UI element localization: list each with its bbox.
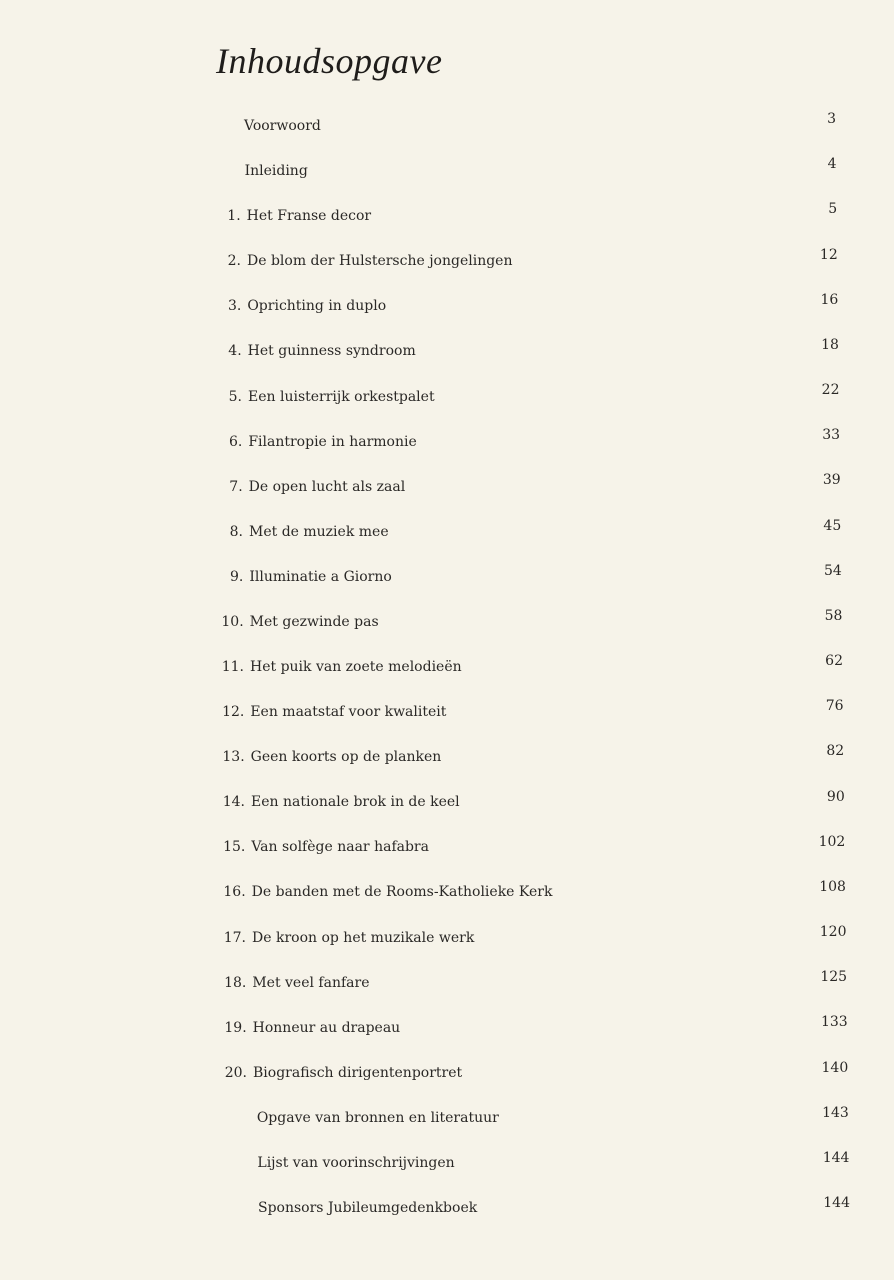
toc-entry bbox=[0, 111, 894, 146]
chapter-title: De banden met de Rooms-Katholieke Kerk bbox=[251, 884, 553, 901]
page-number: 140 bbox=[821, 1059, 849, 1076]
chapter-title: Opgave van bronnen en literatuur bbox=[256, 1109, 499, 1126]
page-number: 22 bbox=[821, 382, 840, 398]
toc-entry bbox=[0, 653, 894, 687]
page-number: 82 bbox=[826, 743, 845, 760]
chapter-number: 5. bbox=[228, 388, 242, 405]
toc-entry bbox=[0, 336, 894, 371]
page-number: 3 bbox=[827, 111, 836, 127]
page-number: 45 bbox=[823, 517, 842, 534]
page-number: 90 bbox=[826, 788, 845, 805]
chapter-number: 10. bbox=[221, 613, 244, 630]
toc-entry bbox=[0, 743, 894, 777]
chapter-title: Biografisch dirigentenportret bbox=[253, 1064, 463, 1081]
page-number: 125 bbox=[820, 969, 848, 986]
toc-entry bbox=[0, 562, 894, 597]
chapter-number: 3. bbox=[227, 298, 242, 315]
chapter-title: Een maatstaf voor kwaliteit bbox=[250, 704, 447, 721]
chapter-number: 2. bbox=[227, 253, 241, 270]
chapter-number: 9. bbox=[229, 568, 244, 585]
chapter-title: Inleiding bbox=[244, 163, 308, 180]
page-number: 12 bbox=[819, 246, 838, 263]
chapter-title: Met veel fanfare bbox=[252, 974, 370, 991]
chapter-title: Geen koorts op de planken bbox=[250, 749, 442, 766]
chapter-title: Sponsors Jubileumgedenkboek bbox=[258, 1200, 478, 1216]
page-number: 33 bbox=[822, 427, 841, 444]
page-number: 62 bbox=[825, 653, 843, 669]
page-number: 54 bbox=[824, 562, 842, 579]
chapter-title: Het guinness syndroom bbox=[247, 343, 416, 360]
toc-entry bbox=[0, 382, 894, 417]
toc-entry bbox=[0, 924, 894, 958]
chapter-number: 6. bbox=[228, 433, 243, 450]
chapter-title: Met gezwinde pas bbox=[249, 613, 379, 630]
toc-entry bbox=[0, 472, 894, 507]
chapter-title: Filantropie in harmonie bbox=[248, 433, 417, 450]
page-number: 4 bbox=[827, 156, 837, 173]
chapter-title: Een luisterrijk orkestpalet bbox=[248, 388, 435, 405]
chapter-number: 7. bbox=[229, 478, 243, 495]
chapter-number: 14. bbox=[222, 794, 245, 811]
toc-entry bbox=[0, 156, 894, 191]
chapter-title: De kroon op het muzikale werk bbox=[252, 929, 475, 946]
toc-entry bbox=[0, 427, 894, 462]
toc-entry bbox=[0, 1014, 894, 1048]
chapter-number: 19. bbox=[224, 1019, 247, 1036]
chapter-title: Illuminatie a Giorno bbox=[249, 568, 392, 585]
toc-entry bbox=[0, 607, 894, 642]
chapter-number: 16. bbox=[223, 884, 246, 901]
chapter-title: De blom der Hulstersche jongelingen bbox=[247, 253, 513, 270]
chapter-title: Het Franse decor bbox=[246, 208, 372, 225]
page-number: 39 bbox=[822, 472, 841, 489]
chapter-number: 11. bbox=[221, 659, 244, 675]
toc-entry bbox=[0, 698, 894, 732]
page-number: 120 bbox=[819, 924, 847, 940]
page-number: 133 bbox=[820, 1014, 848, 1031]
page-title: Inhoudsopgave bbox=[216, 41, 443, 81]
page-number: 108 bbox=[819, 878, 846, 895]
page-number: 18 bbox=[821, 336, 839, 353]
chapter-number: 8. bbox=[229, 523, 243, 540]
toc-entry bbox=[0, 246, 894, 281]
chapter-title: Honneur au drapeau bbox=[252, 1019, 401, 1036]
toc-entry bbox=[0, 833, 894, 867]
chapter-title: Van solfège naar hafabra bbox=[251, 839, 429, 856]
toc-entry bbox=[0, 1195, 894, 1228]
toc-entry bbox=[0, 201, 894, 236]
page-number: 144 bbox=[822, 1149, 850, 1166]
page-number: 143 bbox=[822, 1104, 849, 1121]
chapter-number: 18. bbox=[224, 974, 247, 991]
chapter-number: 20. bbox=[224, 1064, 247, 1081]
page-number: 5 bbox=[828, 201, 838, 218]
page-number: 58 bbox=[824, 607, 843, 624]
chapter-title: Het puik van zoete melodieën bbox=[250, 659, 462, 675]
chapter-title: Voorwoord bbox=[244, 118, 321, 134]
chapter-number: 12. bbox=[222, 704, 245, 721]
chapter-number: 13. bbox=[222, 749, 245, 766]
toc-entry bbox=[0, 1149, 894, 1183]
page-number: 76 bbox=[825, 698, 844, 715]
chapter-title: De open lucht als zaal bbox=[248, 478, 406, 495]
toc-entry bbox=[0, 517, 894, 552]
chapter-number: 1. bbox=[227, 208, 241, 225]
chapter-title: Een nationale brok in de keel bbox=[251, 794, 460, 811]
page-number: 16 bbox=[820, 291, 839, 308]
chapter-title: Lijst van voorinschrijvingen bbox=[257, 1154, 455, 1171]
chapter-number: 15. bbox=[223, 839, 246, 856]
toc-entry bbox=[0, 1059, 894, 1093]
page-number: 102 bbox=[818, 833, 846, 850]
chapter-number: 4. bbox=[228, 343, 242, 360]
toc-entry bbox=[0, 878, 894, 912]
chapter-number: 17. bbox=[223, 929, 246, 946]
toc-entry bbox=[0, 291, 894, 326]
toc-entry bbox=[0, 1104, 894, 1138]
page-number: 144 bbox=[823, 1195, 850, 1211]
toc-entry bbox=[0, 969, 894, 1003]
chapter-title: Met de muziek mee bbox=[249, 523, 389, 540]
toc-entry bbox=[0, 788, 894, 822]
chapter-title: Oprichting in duplo bbox=[247, 298, 387, 315]
